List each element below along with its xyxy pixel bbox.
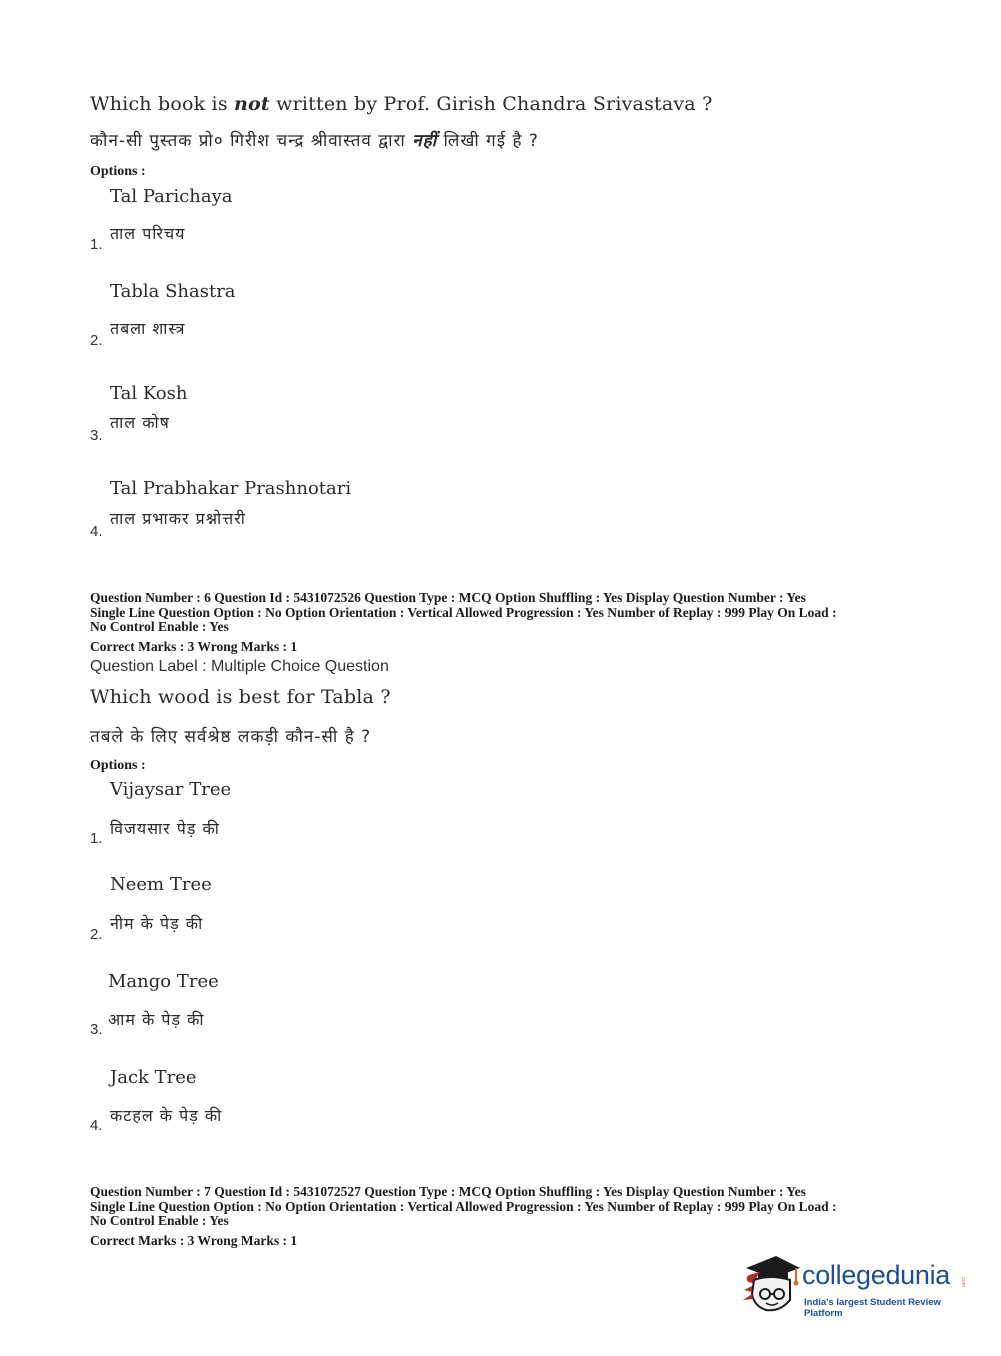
q6-option-2-en: Neem Tree	[110, 874, 212, 895]
q5-option-2-hi: तबला शास्त्र	[110, 319, 186, 338]
q5-question-en-emphasis: not	[234, 93, 270, 115]
q6-marks: Correct Marks : 3 Wrong Marks : 1	[90, 639, 298, 654]
mascot-icon	[740, 1250, 802, 1320]
q6-option-4-number: 4.	[90, 1117, 103, 1134]
q7-meta-line-1: Question Number : 7 Question Id : 5431072527 Question Type : MCQ Option Shuffling : Yes Display Question Number : Yes	[90, 1184, 806, 1199]
q5-option-4-hi: ताल प्रभाकर प्रश्नोत्तरी	[110, 509, 246, 528]
logo-wordmark: collegedunia	[802, 1260, 951, 1290]
q6-question-hi: तबले के लिए सर्वश्रेष्ठ लकड़ी कौन-सी है ?	[90, 727, 372, 747]
q6-option-1-hi: विजयसार पेड़ की	[110, 819, 220, 838]
q5-option-3-hi: ताल कोष	[110, 413, 170, 432]
q5-option-4-number: 4.	[90, 523, 103, 540]
q7-meta-line-2: Single Line Question Option : No Option Orientation : Vertical Allowed Progression : Yes Number of Replay : 999 Play On Load :	[90, 1198, 837, 1214]
q6-option-3-hi: आम के पेड़ की	[108, 1010, 205, 1029]
q5-option-3-en: Tal Kosh	[110, 383, 188, 404]
q5-question-hi-pre: कौन-सी पुस्तक प्रो० गिरीश चन्द्र श्रीवास्तव द्वारा	[90, 131, 413, 151]
q5-question-en-post: written by Prof. Girish Chandra Srivastava ?	[269, 93, 713, 115]
q7-meta-line-3: No Control Enable : Yes	[90, 1213, 229, 1228]
q5-option-1-en: Tal Parichaya	[110, 186, 233, 207]
q5-question-hi-post: लिखी गई है ?	[437, 131, 539, 151]
q5-options-label: Options :	[90, 164, 146, 179]
q6-meta-line-3: No Control Enable : Yes	[90, 619, 229, 634]
q6-option-1-en: Vijaysar Tree	[110, 779, 232, 800]
q5-option-1-hi: ताल परिचय	[110, 224, 186, 243]
q6-metadata	[90, 591, 837, 635]
q5-option-3-number: 3.	[90, 427, 103, 444]
q5-option-2-en: Tabla Shastra	[110, 281, 236, 302]
q6-options-label: Options :	[90, 758, 146, 773]
q5-option-1-number: 1.	[90, 236, 103, 253]
logo-domain-suffix: .com	[960, 1276, 966, 1287]
q6-option-2-hi: नीम के पेड़ की	[110, 914, 204, 933]
logo-tagline: India's largest Student Review Platform	[804, 1297, 941, 1319]
q6-option-4-en: Jack Tree	[110, 1067, 197, 1088]
collegedunia-logo	[740, 1250, 970, 1320]
q6-question-en: Which wood is best for Tabla ?	[90, 686, 391, 708]
q6-option-3-number: 3.	[90, 1021, 103, 1038]
q5-option-4-en: Tal Prabhakar Prashnotari	[110, 478, 352, 499]
q5-question-hi	[90, 128, 539, 151]
q6-option-2-number: 2.	[90, 926, 103, 943]
q6-option-4-hi: कटहल के पेड़ की	[110, 1106, 223, 1125]
q7-metadata	[90, 1185, 837, 1229]
q5-option-2-number: 2.	[90, 332, 103, 349]
q6-question-label: Question Label : Multiple Choice Question	[90, 658, 389, 675]
q6-meta-line-1: Question Number : 6 Question Id : 5431072526 Question Type : MCQ Option Shuffling : Yes Display Question Number : Yes	[90, 590, 806, 605]
q6-option-3-en: Mango Tree	[108, 971, 219, 992]
q5-question-en-pre: Which book is	[90, 93, 235, 115]
q6-option-1-number: 1.	[90, 830, 103, 847]
q5-question-hi-emphasis: नहीं	[412, 131, 438, 151]
q6-meta-line-2: Single Line Question Option : No Option Orientation : Vertical Allowed Progression : Yes Number of Replay : 999 Play On Load :	[90, 604, 837, 620]
q5-question-en	[90, 93, 712, 115]
q7-marks: Correct Marks : 3 Wrong Marks : 1	[90, 1233, 298, 1248]
